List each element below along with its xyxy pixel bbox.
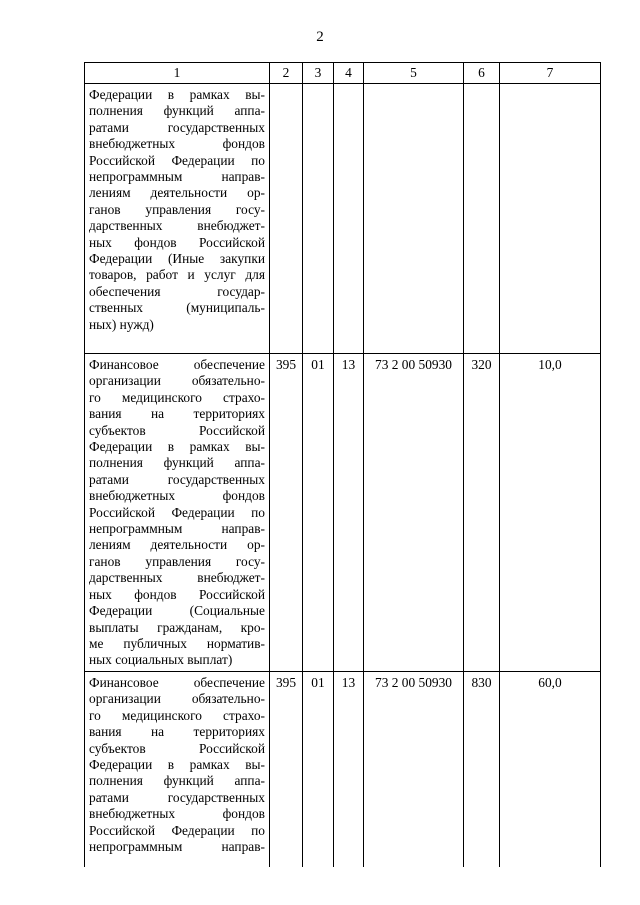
description-line: внебюджетных фондов <box>89 488 265 504</box>
description-line: Финансовое обеспечение <box>89 357 265 372</box>
description-line: субъектов Российской <box>89 740 265 756</box>
cell-section: 01 <box>303 672 334 868</box>
cell-amount: 10,0 <box>500 354 601 672</box>
description-line: Российской Федерации по <box>89 822 265 838</box>
cell-target-article: 73 2 00 50930 <box>364 354 464 672</box>
header-row <box>85 63 601 84</box>
description-line: полнения функций аппа- <box>89 455 265 471</box>
cell-subsection: 13 <box>334 672 364 868</box>
description-line: обеспечения государ- <box>89 283 265 299</box>
cell-expense-type: 830 <box>464 672 500 868</box>
description-line: лениям деятельности ор- <box>89 185 265 201</box>
column-header: 6 <box>464 63 500 84</box>
description-line: го медицинского страхо- <box>89 707 265 723</box>
cell-administrator-code: 395 <box>270 354 303 672</box>
cell-target-article <box>364 84 464 354</box>
description-line: ганов управления госу- <box>89 553 265 569</box>
row-description <box>85 84 270 354</box>
description-line: товаров, работ и услуг для <box>89 267 265 283</box>
cell-subsection: 13 <box>334 354 364 672</box>
cell-amount: 60,0 <box>500 672 601 868</box>
description-line: организации обязательно- <box>89 691 265 707</box>
description-line: Федерации в рамках вы- <box>89 87 265 102</box>
description-line: Федерации (Социальные <box>89 603 265 619</box>
description-line: внебюджетных фондов <box>89 806 265 822</box>
description-line: внебюджетных фондов <box>89 136 265 152</box>
description-line: Федерации (Иные закупки <box>89 251 265 267</box>
description-line: ганов управления госу- <box>89 201 265 217</box>
table-row <box>85 84 601 354</box>
description-line: полнения функций аппа- <box>89 103 265 119</box>
row-description <box>85 672 270 868</box>
description-line: ных фондов Российской <box>89 586 265 602</box>
cell-administrator-code: 395 <box>270 672 303 868</box>
description-line: субъектов Российской <box>89 422 265 438</box>
cell-section <box>303 84 334 354</box>
description-line: непрограммным направ- <box>89 169 265 185</box>
cell-expense-type <box>464 84 500 354</box>
description-line: дарственных внебюджет- <box>89 218 265 234</box>
description-line: дарственных внебюджет- <box>89 570 265 586</box>
description-line: Федерации в рамках вы- <box>89 439 265 455</box>
description-line: непрограммным направ- <box>89 521 265 537</box>
description-line: ных социальных выплат) <box>89 652 233 668</box>
description-line: ратами государственных <box>89 471 265 487</box>
column-header: 4 <box>334 63 364 84</box>
description-line: Финансовое обеспечение <box>89 675 265 690</box>
column-header: 3 <box>303 63 334 84</box>
table-row <box>85 672 601 868</box>
description-line: ратами государственных <box>89 789 265 805</box>
description-line: го медицинского страхо- <box>89 389 265 405</box>
cell-section: 01 <box>303 354 334 672</box>
description-line: лениям деятельности ор- <box>89 537 265 553</box>
description-line: непрограммным направ- <box>89 839 265 855</box>
column-header: 2 <box>270 63 303 84</box>
row-description <box>85 354 270 672</box>
description-line: ратами государственных <box>89 119 265 135</box>
table-row <box>85 354 601 672</box>
cell-target-article: 73 2 00 50930 <box>364 672 464 868</box>
description-line: Российской Федерации по <box>89 504 265 520</box>
column-header: 5 <box>364 63 464 84</box>
cell-amount <box>500 84 601 354</box>
description-line: ственных (муниципаль- <box>89 300 265 316</box>
column-header: 1 <box>85 63 270 84</box>
description-line: ме публичных норматив- <box>89 635 265 651</box>
cell-subsection <box>334 84 364 354</box>
description-line: ных) нужд) <box>89 316 154 332</box>
description-line: Российской Федерации по <box>89 152 265 168</box>
description-line: Федерации в рамках вы- <box>89 757 265 773</box>
page-number: 2 <box>316 29 324 45</box>
budget-table <box>84 62 601 867</box>
description-line: выплаты гражданам, кро- <box>89 619 265 635</box>
description-line: ных фондов Российской <box>89 234 265 250</box>
description-line: вания на территориях <box>89 406 265 422</box>
cell-expense-type: 320 <box>464 354 500 672</box>
description-line: полнения функций аппа- <box>89 773 265 789</box>
description-line: организации обязательно- <box>89 373 265 389</box>
description-line: вания на территориях <box>89 724 265 740</box>
column-header: 7 <box>500 63 601 84</box>
cell-administrator-code <box>270 84 303 354</box>
